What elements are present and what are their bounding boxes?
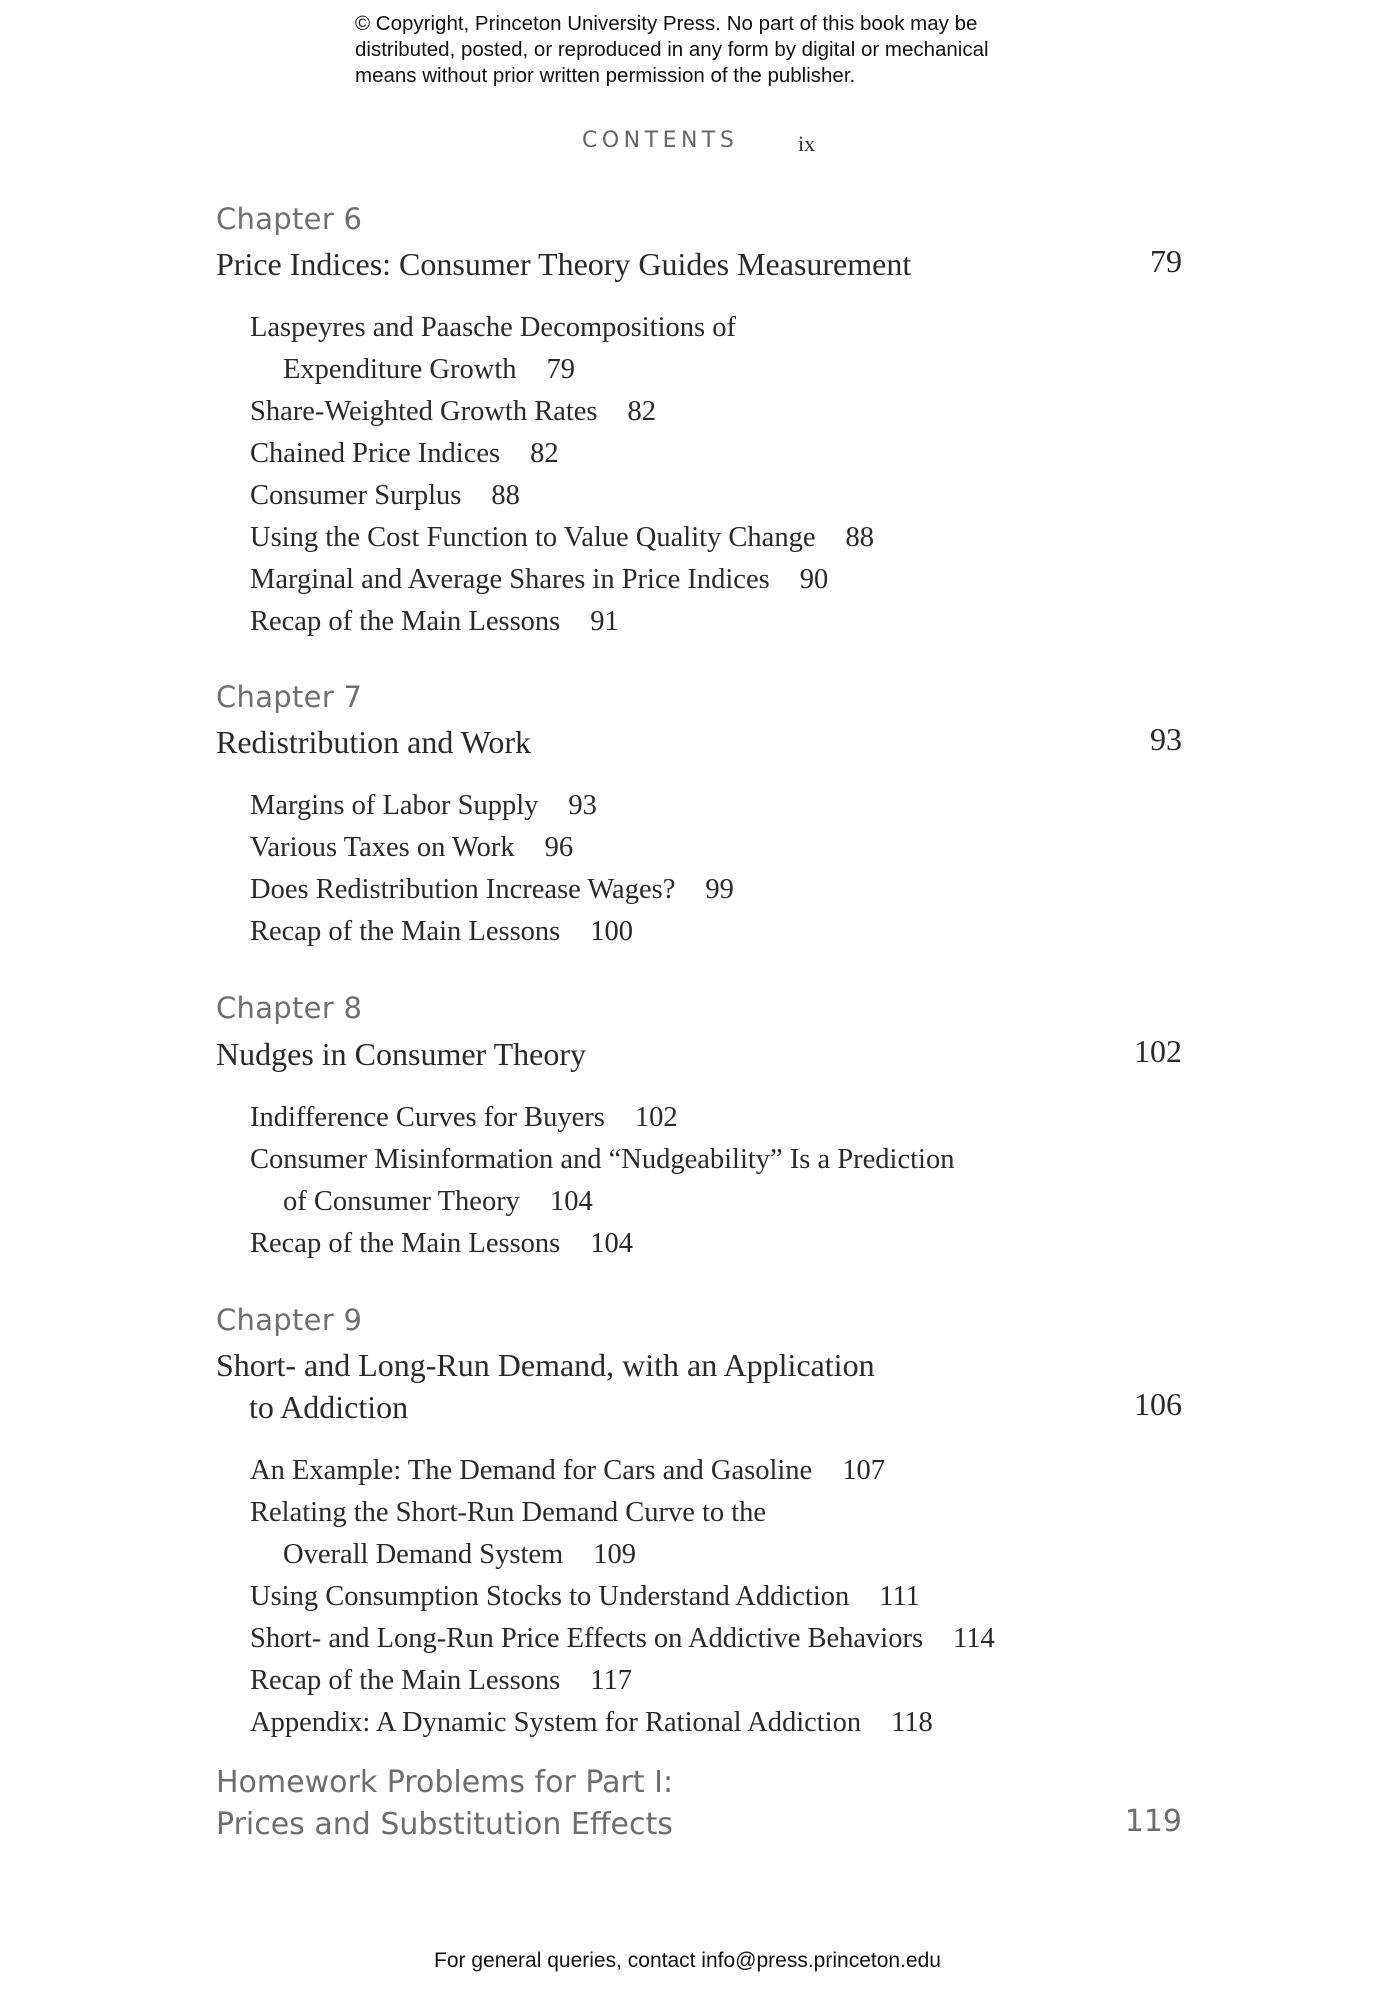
entry-page: 88: [491, 480, 520, 511]
chapter-label: Chapter 7: [216, 680, 363, 714]
entry-page: 118: [891, 1707, 933, 1738]
entry-page: 111: [879, 1581, 920, 1612]
chapter-page: 102: [1134, 1033, 1182, 1069]
toc-entry[interactable]: [250, 1139, 1150, 1223]
entry-page: 90: [799, 564, 829, 595]
copyright-line: distributed, posted, or reproduced in any form by digital or mechanical: [355, 38, 989, 61]
entry-title: Marginal and Average Shares in Price Indices: [250, 564, 770, 595]
toc-entry[interactable]: [250, 1450, 1150, 1492]
entry-title: Relating the Short-Run Demand Curve to the: [250, 1497, 767, 1528]
toc-entry[interactable]: [250, 1618, 1150, 1660]
chapter-label: Chapter 9: [216, 1303, 363, 1337]
toc-entry[interactable]: [250, 433, 1150, 475]
toc-entry[interactable]: [250, 1492, 1150, 1576]
entry-title: Indifference Curves for Buyers: [250, 1102, 605, 1133]
entry-page: 99: [705, 874, 734, 905]
entry-page: 82: [627, 396, 657, 427]
toc-entry[interactable]: [250, 517, 1150, 559]
entry-title: Using Consumption Stocks to Understand Addiction: [250, 1581, 850, 1612]
toc-entry[interactable]: [250, 391, 1150, 433]
entry-title: Short- and Long-Run Price Effects on Addictive Behaviors: [250, 1623, 924, 1654]
entry-title: Various Taxes on Work: [250, 832, 515, 863]
entry-page: 96: [544, 832, 574, 863]
chapter-title[interactable]: Nudges in Consumer Theory: [216, 1036, 587, 1072]
entry-page: 91: [590, 606, 619, 637]
homework-line: Homework Problems for Part I:: [216, 1765, 674, 1800]
toc-entry[interactable]: [250, 475, 1150, 517]
entry-title: Consumer Surplus: [250, 480, 462, 511]
toc-entry[interactable]: [250, 785, 1150, 827]
chapter-label: Chapter 8: [216, 991, 363, 1025]
entry-title-cont: of Consumer Theory: [283, 1186, 520, 1217]
entry-page: 117: [590, 1665, 632, 1696]
toc-entry[interactable]: [250, 827, 1150, 869]
entry-title: Recap of the Main Lessons: [250, 916, 561, 947]
entry-title: Share-Weighted Growth Rates: [250, 396, 598, 427]
entry-title: Consumer Misinformation and “Nudgeability” Is a Prediction: [250, 1144, 955, 1175]
running-head: CONTENTS: [582, 128, 739, 153]
entry-page: 88: [845, 522, 874, 553]
entry-page: 104: [590, 1228, 634, 1259]
chapter-page: 106: [1134, 1386, 1182, 1422]
entry-title: Margins of Labor Supply: [250, 790, 539, 821]
toc-entry[interactable]: [250, 911, 1150, 953]
entry-page: 114: [953, 1623, 995, 1654]
toc-entry[interactable]: [250, 307, 1150, 391]
toc-entry[interactable]: [250, 601, 1150, 643]
entry-title: Recap of the Main Lessons: [250, 606, 561, 637]
entry-page: 79: [546, 354, 575, 385]
toc-entry[interactable]: [250, 1097, 1150, 1139]
chapter-title[interactable]: Price Indices: Consumer Theory Guides Measurement: [216, 246, 912, 282]
copyright-line: means without prior written permission of the publisher.: [355, 64, 856, 87]
entry-title: Using the Cost Function to Value Quality Change: [250, 522, 816, 553]
copyright-line: © Copyright, Princeton University Press. No part of this book may be: [355, 12, 978, 35]
entry-page: 102: [634, 1102, 678, 1133]
page-number: ix: [798, 131, 816, 156]
chapter-title-line: to Addiction: [249, 1389, 409, 1425]
toc-entry[interactable]: [250, 1702, 1150, 1744]
chapter-title[interactable]: [216, 1344, 1216, 1428]
entry-page: 109: [593, 1539, 636, 1570]
entry-title-cont: Expenditure Growth: [283, 354, 517, 385]
homework-title[interactable]: [216, 1762, 673, 1846]
entry-title: Laspeyres and Paasche Decompositions of: [250, 312, 736, 343]
entry-title: Recap of the Main Lessons: [250, 1228, 561, 1259]
chapter-title-line: Short- and Long-Run Demand, with an Application: [216, 1347, 875, 1383]
entry-title: Recap of the Main Lessons: [250, 1665, 561, 1696]
footer-contact: For general queries, contact info@press.princeton.edu: [434, 1949, 941, 1972]
entry-page: 100: [590, 916, 634, 947]
homework-line: Prices and Substitution Effects: [216, 1807, 673, 1842]
toc-entry[interactable]: [250, 1576, 1150, 1618]
toc-entry[interactable]: [250, 869, 1150, 911]
toc-entry[interactable]: [250, 1660, 1150, 1702]
homework-page: 119: [1124, 1804, 1182, 1839]
toc-entry[interactable]: [250, 559, 1150, 601]
entry-title: An Example: The Demand for Cars and Gasoline: [250, 1455, 813, 1486]
entry-title: Appendix: A Dynamic System for Rational Addiction: [250, 1707, 862, 1738]
entry-page: 107: [842, 1455, 885, 1486]
entry-page: 104: [549, 1186, 593, 1217]
chapter-label: Chapter 6: [216, 202, 363, 236]
entry-title: Does Redistribution Increase Wages?: [250, 874, 676, 905]
entry-title: Chained Price Indices: [250, 438, 501, 469]
chapter-title[interactable]: Redistribution and Work: [216, 724, 532, 760]
chapter-page: 79: [1150, 243, 1182, 279]
entry-page: 93: [568, 790, 597, 821]
toc-entry[interactable]: [250, 1223, 1150, 1265]
entry-page: 82: [530, 438, 559, 469]
chapter-page: 93: [1150, 721, 1182, 757]
entry-title-cont: Overall Demand System: [283, 1539, 564, 1570]
